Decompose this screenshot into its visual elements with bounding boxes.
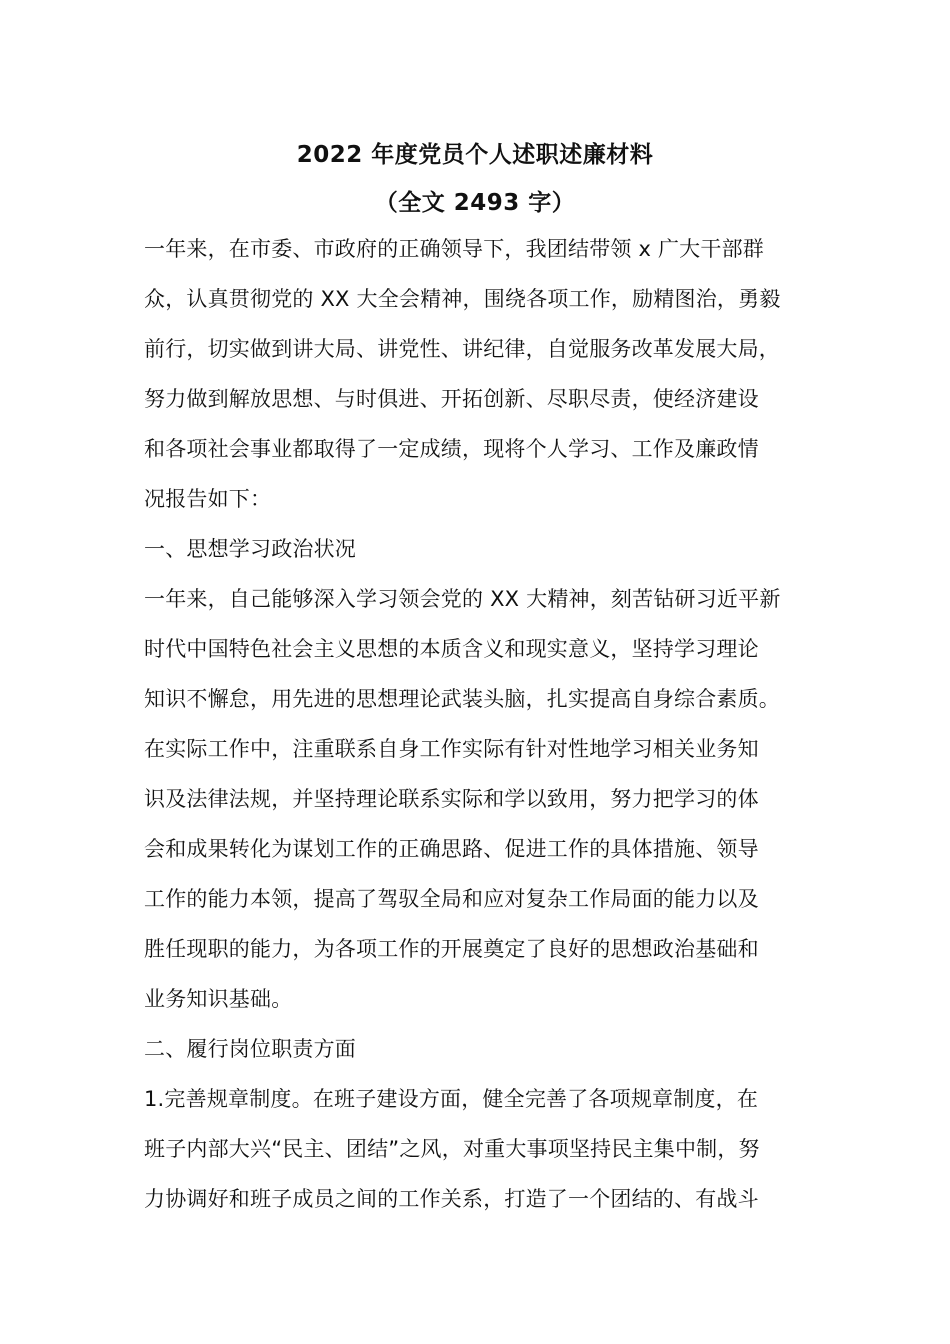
document-title: 2022 年度党员个人述职述廉材料: [296, 142, 654, 168]
paragraph-line: 时代中国特色社会主义思想的本质含义和现实意义，坚持学习理论: [144, 637, 759, 661]
paragraph-line: 胜任现职的能力，为各项工作的开展奠定了良好的思想政治基础和: [144, 937, 759, 961]
paragraph-line: 众，认真贯彻党的 XX 大全会精神，围绕各项工作，励精图治，勇毅: [144, 287, 781, 311]
paragraph-line: 班子内部大兴“民主、团结”之风，对重大事项坚持民主集中制，努: [144, 1137, 760, 1161]
paragraph-line: 在实际工作中，注重联系自身工作实际有针对性地学习相关业务知: [144, 737, 759, 761]
paragraph-line: 工作的能力本领，提高了驾驭全局和应对复杂工作局面的能力以及: [144, 887, 759, 911]
section-heading: 二、履行岗位职责方面: [144, 1037, 356, 1061]
paragraph-line: 力协调好和班子成员之间的工作关系，打造了一个团结的、有战斗: [144, 1187, 759, 1211]
paragraph-line: 努力做到解放思想、与时俱进、开拓创新、尽职尽责，使经济建设: [144, 387, 759, 411]
paragraph-line: 1.完善规章制度。在班子建设方面，健全完善了各项规章制度，在: [144, 1087, 759, 1111]
paragraph-line: 和各项社会事业都取得了一定成绩，现将个人学习、工作及廉政情: [144, 437, 759, 461]
paragraph-line: 况报告如下：: [144, 487, 272, 511]
paragraph-line: 识及法律法规，并坚持理论联系实际和学以致用，努力把学习的体: [144, 787, 759, 811]
paragraph-line: 会和成果转化为谋划工作的正确思路、促进工作的具体措施、领导: [144, 837, 759, 861]
document-subtitle: （全文 2493 字）: [374, 190, 576, 216]
paragraph-line: 前行，切实做到讲大局、讲党性、讲纪律，自觉服务改革发展大局，: [144, 337, 780, 361]
paragraph-line: 知识不懈怠，用先进的思想理论武装头脑，扎实提高自身综合素质。: [144, 687, 780, 711]
paragraph-line: 一年来，自己能够深入学习领会党的 XX 大精神，刻苦钻研习近平新: [144, 587, 781, 611]
section-heading: 一、思想学习政治状况: [144, 537, 356, 561]
paragraph-line: 一年来，在市委、市政府的正确领导下，我团结带领 x 广大干部群: [144, 237, 764, 261]
paragraph-line: 业务知识基础。: [144, 987, 293, 1011]
